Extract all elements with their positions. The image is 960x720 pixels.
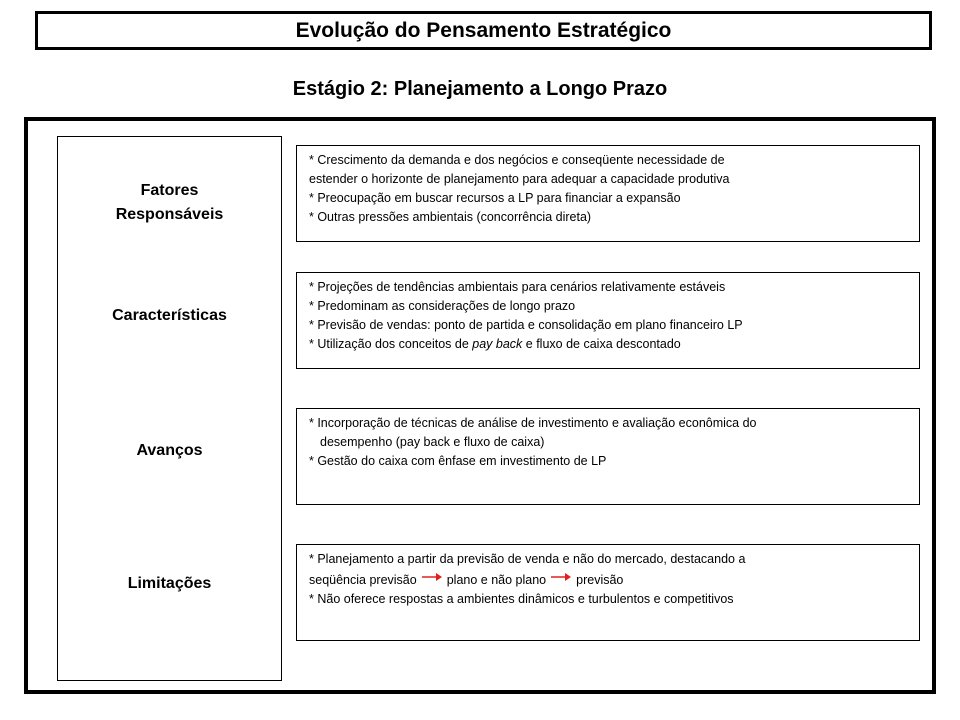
avancos-line: * Incorporação de técnicas de análise de investimento e avaliação econômica do [309,416,757,430]
fatores-line: * Outras pressões ambientais (concorrência direta) [309,210,592,224]
pay-back-term: pay back [472,337,523,351]
page-subtitle: Estágio 2: Planejamento a Longo Prazo [292,78,668,100]
limitacoes-box [296,544,920,641]
title-box [35,11,932,50]
caracteristicas-line [309,335,909,354]
fatores-box [296,145,920,242]
limitacoes-line [309,569,909,590]
avancos-line: * Gestão do caixa com ênfase em investimento de LP [309,454,607,468]
limitacoes-sequencia-previsao: seqüência previsão [309,573,417,587]
avancos-box [296,408,920,505]
label-fatores-line2: Responsáveis [115,206,224,223]
caracteristicas-line: * Projeções de tendências ambientais para cenários relativamente estáveis [309,280,726,294]
arrow-right-icon [550,569,572,581]
label-avancos: Avanços [136,442,203,459]
limitacoes-previsao: previsão [576,573,624,587]
caracteristicas-line: * Predominam as considerações de longo prazo [309,299,576,313]
fatores-line: * Crescimento da demanda e dos negócios e conseqüente necessidade de [309,153,725,167]
label-caracteristicas: Características [112,307,227,324]
label-fatores-responsaveis [57,179,282,227]
limitacoes-line: * Não oferece respostas a ambientes dinâmicos e turbulentos e competitivos [309,592,734,606]
caracteristicas-line4-prefix: * Utilização dos conceitos de [309,337,473,351]
label-limitacoes: Limitações [127,575,212,592]
caracteristicas-line: * Previsão de vendas: ponto de partida e consolidação em plano financeiro LP [309,318,743,332]
fatores-line: * Preocupação em buscar recursos a LP para financiar a expansão [309,191,681,205]
page-title: Evolução do Pensamento Estratégico [295,18,672,42]
label-fatores-line1: Fatores [140,182,199,199]
arrow-right-icon [421,569,443,581]
limitacoes-line: * Planejamento a partir da previsão de venda e não do mercado, destacando a [309,552,746,566]
caracteristicas-box [296,272,920,369]
limitacoes-plano-nao-plano: plano e não plano [446,573,547,587]
avancos-line: desempenho (pay back e fluxo de caixa) [320,435,545,449]
caracteristicas-line4-suffix: e fluxo de caixa descontado [522,337,681,351]
fatores-line: estender o horizonte de planejamento para adequar a capacidade produtiva [309,172,730,186]
